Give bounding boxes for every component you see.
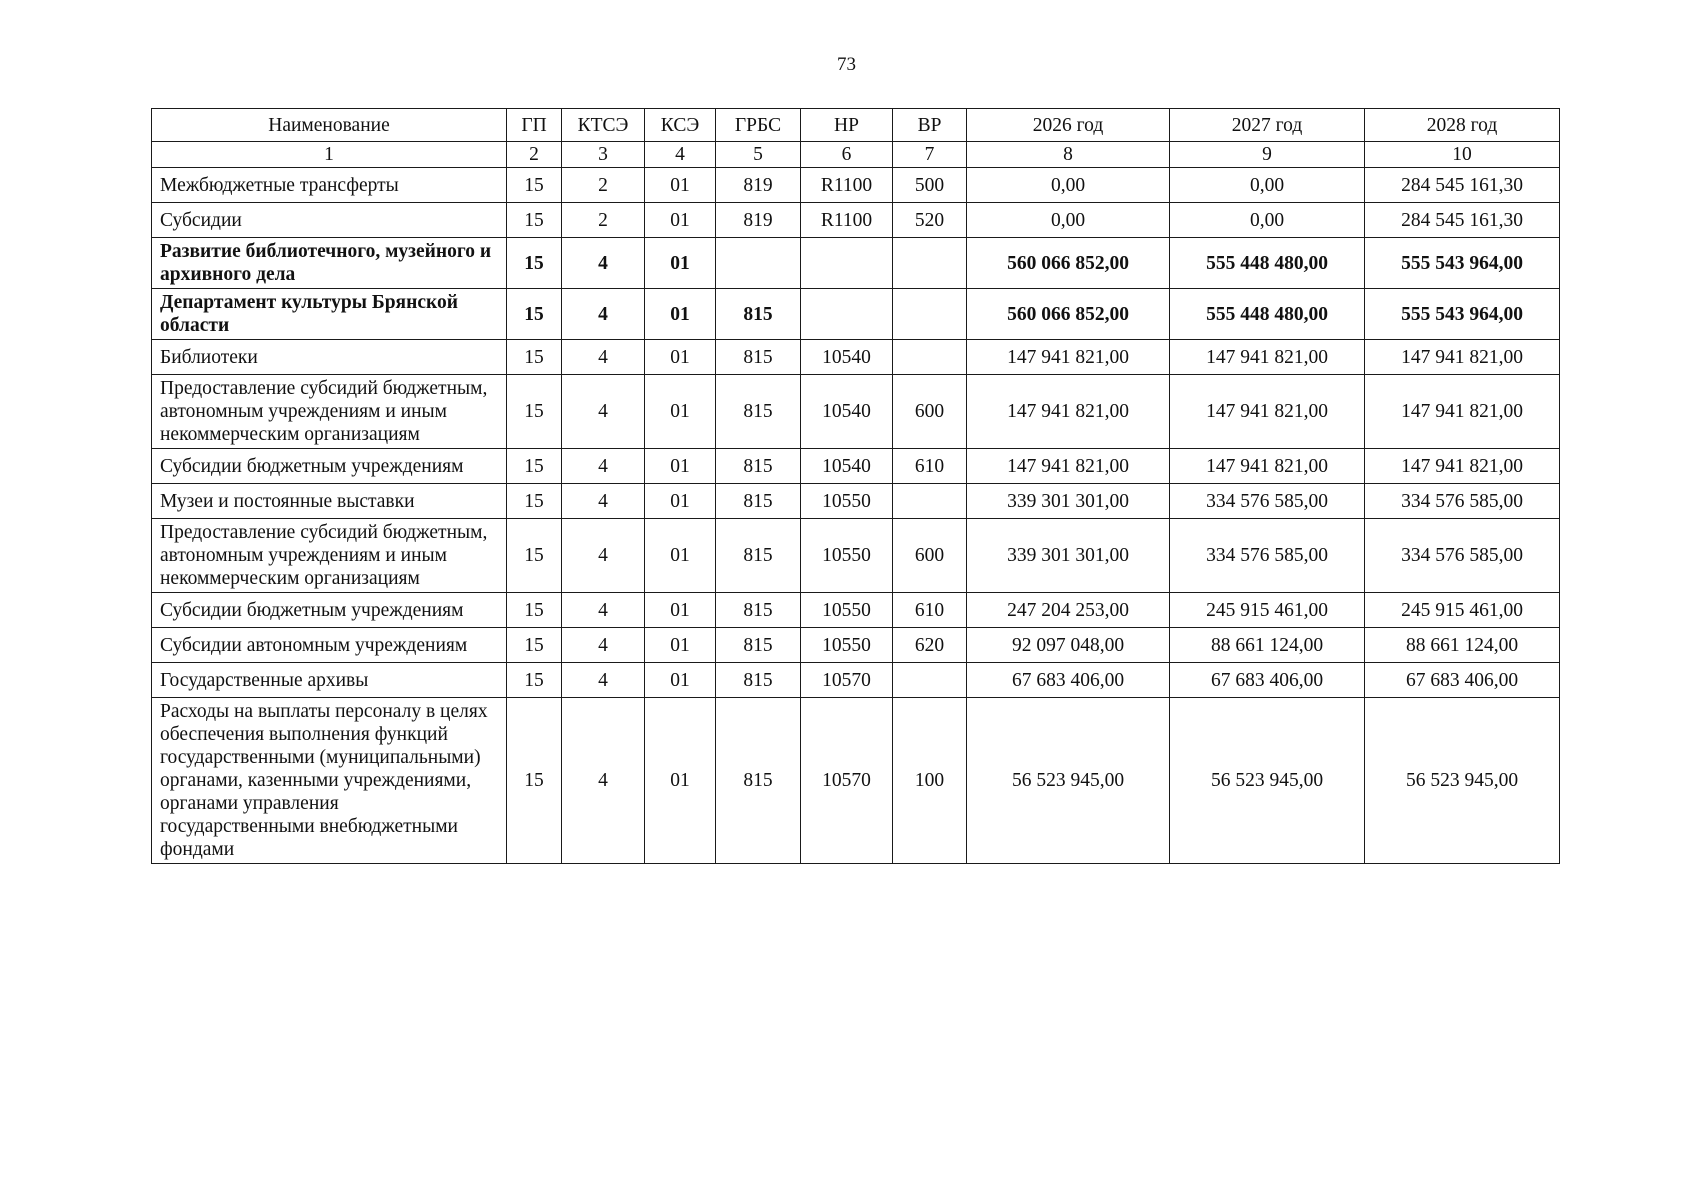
table-cell: 339 301 301,00 [967,519,1170,593]
table-row [152,449,1560,484]
table-cell: 815 [716,698,801,864]
table-cell: 01 [645,203,716,238]
column-header: КСЭ [645,109,716,142]
table-cell: 600 [893,375,967,449]
table-cell: 4 [562,289,645,340]
table-cell: 15 [507,340,562,375]
table-row [152,168,1560,203]
table-cell: 600 [893,519,967,593]
table-cell: 0,00 [1170,168,1365,203]
table-cell: 01 [645,663,716,698]
row-name-cell: Музеи и постоянные выставки [152,484,507,519]
table-row [152,519,1560,593]
table-cell: 2 [562,203,645,238]
column-header: 2027 год [1170,109,1365,142]
table-cell: 147 941 821,00 [967,340,1170,375]
table-cell: 10540 [801,449,893,484]
table-cell: 4 [562,628,645,663]
table-cell [893,238,967,289]
table-row [152,289,1560,340]
table-cell: 100 [893,698,967,864]
row-name-cell: Развитие библиотечного, музейного и архивного дела [152,238,507,289]
table-body [152,168,1560,864]
table-cell: R1100 [801,203,893,238]
table-cell: 520 [893,203,967,238]
table-cell [893,484,967,519]
table-cell: 147 941 821,00 [1170,340,1365,375]
table-cell: 4 [562,340,645,375]
table-cell: 815 [716,484,801,519]
table-cell: 15 [507,375,562,449]
table-cell: 334 576 585,00 [1365,519,1560,593]
table-cell: 01 [645,484,716,519]
table-cell: 92 097 048,00 [967,628,1170,663]
table-cell: 15 [507,628,562,663]
table-cell: 500 [893,168,967,203]
table-cell: 147 941 821,00 [967,375,1170,449]
column-number: 9 [1170,142,1365,168]
table-cell: 01 [645,375,716,449]
table-header [152,109,1560,168]
table-row [152,203,1560,238]
table-cell: 4 [562,593,645,628]
column-number: 8 [967,142,1170,168]
table-cell: 815 [716,375,801,449]
column-header: НР [801,109,893,142]
table-cell: 4 [562,375,645,449]
table-cell: 10550 [801,593,893,628]
row-name-cell: Библиотеки [152,340,507,375]
row-name-cell: Предоставление субсидий бюджетным, автономным учреждениям и иным некоммерческим организациям [152,375,507,449]
table-row [152,593,1560,628]
table-cell: 4 [562,519,645,593]
column-header: ГП [507,109,562,142]
table-cell: 01 [645,340,716,375]
column-number-row [152,142,1560,168]
table-cell: 15 [507,519,562,593]
table-cell: 0,00 [1170,203,1365,238]
column-number: 5 [716,142,801,168]
table-cell: 88 661 124,00 [1170,628,1365,663]
table-cell: 88 661 124,00 [1365,628,1560,663]
table-cell: 815 [716,663,801,698]
page-number: 73 [837,54,856,75]
table-cell: 4 [562,484,645,519]
table-cell: 555 543 964,00 [1365,238,1560,289]
table-cell: 815 [716,519,801,593]
table-cell: 10570 [801,698,893,864]
table-cell [893,663,967,698]
column-header: 2026 год [967,109,1170,142]
table-cell: 01 [645,168,716,203]
column-header: ГРБС [716,109,801,142]
table-cell: 56 523 945,00 [1170,698,1365,864]
header-row [152,109,1560,142]
table-cell: 815 [716,289,801,340]
row-name-cell: Межбюджетные трансферты [152,168,507,203]
table-cell: 815 [716,593,801,628]
table-cell [716,238,801,289]
row-name-cell: Субсидии бюджетным учреждениям [152,449,507,484]
table-cell: 15 [507,289,562,340]
table-cell: 147 941 821,00 [1365,449,1560,484]
table-cell: 01 [645,593,716,628]
table-cell: 15 [507,168,562,203]
column-header: 2028 год [1365,109,1560,142]
table-cell: 15 [507,663,562,698]
table-cell: 560 066 852,00 [967,238,1170,289]
table-cell: 147 941 821,00 [1170,449,1365,484]
table-cell: 147 941 821,00 [1170,375,1365,449]
budget-table [151,108,1560,864]
table-cell: 01 [645,449,716,484]
table-cell: 147 941 821,00 [1365,375,1560,449]
table-cell: 284 545 161,30 [1365,203,1560,238]
table-cell: 555 448 480,00 [1170,289,1365,340]
table-cell: 819 [716,168,801,203]
column-number: 6 [801,142,893,168]
table-cell: 247 204 253,00 [967,593,1170,628]
table-cell: 15 [507,449,562,484]
table-cell: 15 [507,593,562,628]
table-cell: 01 [645,238,716,289]
table-cell: 610 [893,449,967,484]
table-cell: 334 576 585,00 [1365,484,1560,519]
table-cell [893,340,967,375]
table-cell: 4 [562,663,645,698]
table-cell: 0,00 [967,168,1170,203]
table-cell: 284 545 161,30 [1365,168,1560,203]
table-cell [801,238,893,289]
table-row [152,340,1560,375]
column-number: 10 [1365,142,1560,168]
table-cell: 10540 [801,340,893,375]
table-cell: 4 [562,698,645,864]
table-cell: 01 [645,628,716,663]
row-name-cell: Субсидии [152,203,507,238]
column-header: КТСЭ [562,109,645,142]
table-row [152,375,1560,449]
table-cell: 334 576 585,00 [1170,519,1365,593]
table-cell: 610 [893,593,967,628]
table-cell: 01 [645,698,716,864]
row-name-cell: Государственные архивы [152,663,507,698]
table-cell: 147 941 821,00 [1365,340,1560,375]
table-cell: 555 543 964,00 [1365,289,1560,340]
table-cell: 56 523 945,00 [967,698,1170,864]
table-row [152,628,1560,663]
table-cell [893,289,967,340]
column-number: 7 [893,142,967,168]
column-number: 3 [562,142,645,168]
table-cell: 67 683 406,00 [967,663,1170,698]
column-number: 4 [645,142,716,168]
column-number: 2 [507,142,562,168]
table-cell: 56 523 945,00 [1365,698,1560,864]
table-cell: 10540 [801,375,893,449]
table-cell: 10570 [801,663,893,698]
table-cell: 560 066 852,00 [967,289,1170,340]
table-cell: 815 [716,449,801,484]
row-name-cell: Субсидии автономным учреждениям [152,628,507,663]
table-cell: 10550 [801,484,893,519]
table-cell: 334 576 585,00 [1170,484,1365,519]
table-cell: 67 683 406,00 [1365,663,1560,698]
table-row [152,698,1560,864]
table-cell [801,289,893,340]
table-cell: 15 [507,484,562,519]
table-cell: 815 [716,628,801,663]
table-cell: 15 [507,698,562,864]
table-row [152,663,1560,698]
table-cell: 4 [562,238,645,289]
column-header: ВР [893,109,967,142]
table-cell: 819 [716,203,801,238]
table-cell: 339 301 301,00 [967,484,1170,519]
table-cell: 10550 [801,628,893,663]
table-cell: 10550 [801,519,893,593]
table-row [152,484,1560,519]
column-header: Наименование [152,109,507,142]
table-cell: 147 941 821,00 [967,449,1170,484]
column-number: 1 [152,142,507,168]
table-cell: 245 915 461,00 [1365,593,1560,628]
row-name-cell: Расходы на выплаты персоналу в целях обеспечения выполнения функций государственными (муниципальными) органами, казенными учреждениями, органами управления государственными внебюджетными фондами [152,698,507,864]
table-cell: 67 683 406,00 [1170,663,1365,698]
row-name-cell: Департамент культуры Брянской области [152,289,507,340]
table-cell: 2 [562,168,645,203]
table-cell: 4 [562,449,645,484]
table-cell: 15 [507,238,562,289]
row-name-cell: Субсидии бюджетным учреждениям [152,593,507,628]
table-cell: 15 [507,203,562,238]
row-name-cell: Предоставление субсидий бюджетным, автономным учреждениям и иным некоммерческим организациям [152,519,507,593]
table-cell: 01 [645,289,716,340]
table-cell: 555 448 480,00 [1170,238,1365,289]
table-cell: R1100 [801,168,893,203]
table-cell: 0,00 [967,203,1170,238]
table-row [152,238,1560,289]
table-cell: 620 [893,628,967,663]
table-cell: 01 [645,519,716,593]
table-cell: 245 915 461,00 [1170,593,1365,628]
table-cell: 815 [716,340,801,375]
